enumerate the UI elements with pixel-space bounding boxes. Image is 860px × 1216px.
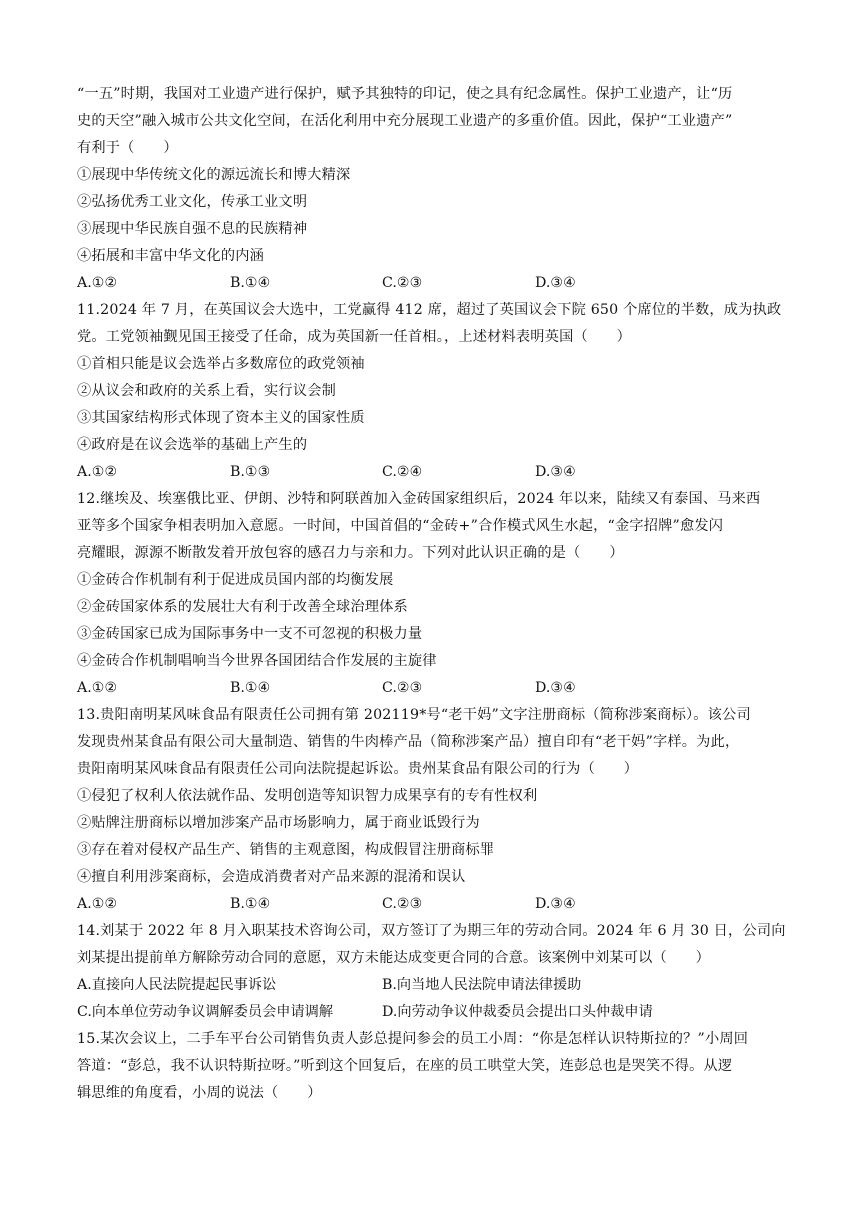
q15-stem-line-3: 辑思维的角度看，小周的说法（ ）: [77, 1085, 322, 1101]
q11-item-3: ③其国家结构形式体现了资本主义的国家性质: [77, 410, 365, 426]
q11-option-c: C.②④: [382, 464, 423, 480]
q14-options-row-2: [77, 999, 797, 1026]
q12-option-c: C.②③: [382, 680, 423, 696]
q11-item-4: ④政府是在议会选举的基础上产生的: [77, 437, 308, 453]
q12-stem-line-3: 亮耀眼，源源不断散发着开放包容的感召力与亲和力。下列对此认识正确的是（ ）: [77, 545, 624, 561]
q10-option-d: D.③④: [535, 275, 576, 291]
q12-item-4: ④金砖合作机制唱响当今世界各国团结合作发展的主旋律: [77, 653, 437, 669]
q11-item-1: ①首相只能是议会选举占多数席位的政党领袖: [77, 356, 365, 372]
q13-option-b: B.①④: [230, 896, 271, 912]
q10-stem-line-1: “一五”时期，我国对工业遗产进行保护，赋予其独特的印记，使之具有纪念属性。保护工业遗产，让“历: [77, 86, 733, 102]
q12-item-1: ①金砖合作机制有利于促进成员国内部的均衡发展: [77, 572, 394, 588]
q12-option-a: A.①②: [77, 680, 118, 696]
q10-item-2: ②弘扬优秀工业文化，传承工业文明: [77, 194, 308, 210]
q10-stem-line-2: 史的天空”融入城市公共文化空间，在活化利用中充分展现工业遗产的多重价值。因此，保护“工业遗产”: [77, 113, 733, 129]
q13-stem-line-2: 发现贵州某食品有限公司大量制造、销售的牛肉棒产品（简称涉案产品）擅自印有“老干妈”字样。为此，: [77, 734, 740, 750]
q10-item-1: ①展现中华传统文化的源远流长和博大精深: [77, 167, 351, 183]
q11-item-2: ②从议会和政府的关系上看，实行议会制: [77, 383, 336, 399]
q14-stem-line-2: 刘某提出提前单方解除劳动合同的意愿，双方未能达成变更合同的合意。该案例中刘某可以（ ）: [77, 950, 711, 966]
q15-stem-line-2: 答道：“彭总，我不认识特斯拉呀。”听到这个回复后，在座的员工哄堂大笑，连彭总也是哭笑不得。从逻: [77, 1058, 733, 1074]
q13-item-3: ③存在着对侵权产品生产、销售的主观意图，构成假冒注册商标罪: [77, 842, 495, 858]
q15-stem-line-1: 15.某次会议上，二手车平台公司销售负责人彭总提问参会的员工小周：“你是怎样认识特斯拉的？”小周回: [77, 1031, 749, 1047]
q14-options-row-1: [77, 972, 797, 999]
q13-options: [77, 891, 797, 918]
q14-option-d: D.向劳动争议仲裁委员会提出口头仲裁申请: [382, 1004, 653, 1020]
q10-item-4: ④拓展和丰富中华文化的内涵: [77, 248, 265, 264]
q14-option-a: A.直接向人民法院提起民事诉讼: [77, 977, 277, 993]
q13-option-d: D.③④: [535, 896, 576, 912]
q11-option-a: A.①②: [77, 464, 118, 480]
q13-option-c: C.②③: [382, 896, 423, 912]
q10-option-c: C.②③: [382, 275, 423, 291]
q11-option-d: D.③④: [535, 464, 576, 480]
q13-option-a: A.①②: [77, 896, 118, 912]
q14-stem-line-1: 14.刘某于 2022 年 8 月入职某技术咨询公司，双方签订了为期三年的劳动合同。2024 年 6 月 30 日，公司向: [77, 923, 786, 939]
q13-item-2: ②贴牌注册商标以增加涉案产品市场影响力，属于商业诋毁行为: [77, 815, 480, 831]
q11-options: [77, 459, 797, 486]
q12-stem-line-2: 亚等多个国家争相表明加入意愿。一时间，中国首倡的“金砖+”合作模式风生水起，“金字招牌”愈发闪: [77, 518, 724, 534]
q10-item-3: ③展现中华民族自强不息的民族精神: [77, 221, 308, 237]
q12-option-d: D.③④: [535, 680, 576, 696]
q11-option-b: B.①③: [230, 464, 271, 480]
q14-option-c: C.向本单位劳动争议调解委员会申请调解: [77, 1004, 334, 1020]
q10-stem-line-3: 有利于（ ）: [77, 140, 178, 156]
q13-stem-line-3: 贵阳南明某风味食品有限责任公司向法院提起诉讼。贵州某食品有限公司的行为（ ）: [77, 761, 639, 777]
q13-stem-line-1: 13.贵阳南明某风味食品有限责任公司拥有第 202119*号“老干妈”文字注册商标（简称涉案商标）。该公司: [77, 707, 751, 723]
q12-option-b: B.①④: [230, 680, 271, 696]
q12-stem-line-1: 12.继埃及、埃塞俄比亚、伊朗、沙特和阿联酋加入金砖国家组织后，2024 年以来，陆续又有泰国、马来西: [77, 491, 761, 507]
q12-options: [77, 675, 797, 702]
q13-item-4: ④擅自利用涉案商标，会造成消费者对产品来源的混淆和误认: [77, 869, 466, 885]
q12-item-2: ②金砖国家体系的发展壮大有利于改善全球治理体系: [77, 599, 408, 615]
q14-option-b: B.向当地人民法院申请法律援助: [382, 977, 582, 993]
q10-option-b: B.①④: [230, 275, 271, 291]
q10-options: [77, 270, 797, 297]
q11-stem-line-1: 11.2024 年 7 月，在英国议会大选中，工党赢得 412 席，超过了英国议会下院 650 个席位的半数，成为执政: [77, 302, 782, 318]
q10-option-a: A.①②: [77, 275, 118, 291]
q12-item-3: ③金砖国家已成为国际事务中一支不可忽视的积极力量: [77, 626, 423, 642]
q13-item-1: ①侵犯了权利人依法就作品、发明创造等知识智力成果享有的专有性权利: [77, 788, 538, 804]
q11-stem-line-2: 党。工党领袖觐见国王接受了任命，成为英国新一任首相。，上述材料表明英国（ ）: [77, 329, 632, 345]
